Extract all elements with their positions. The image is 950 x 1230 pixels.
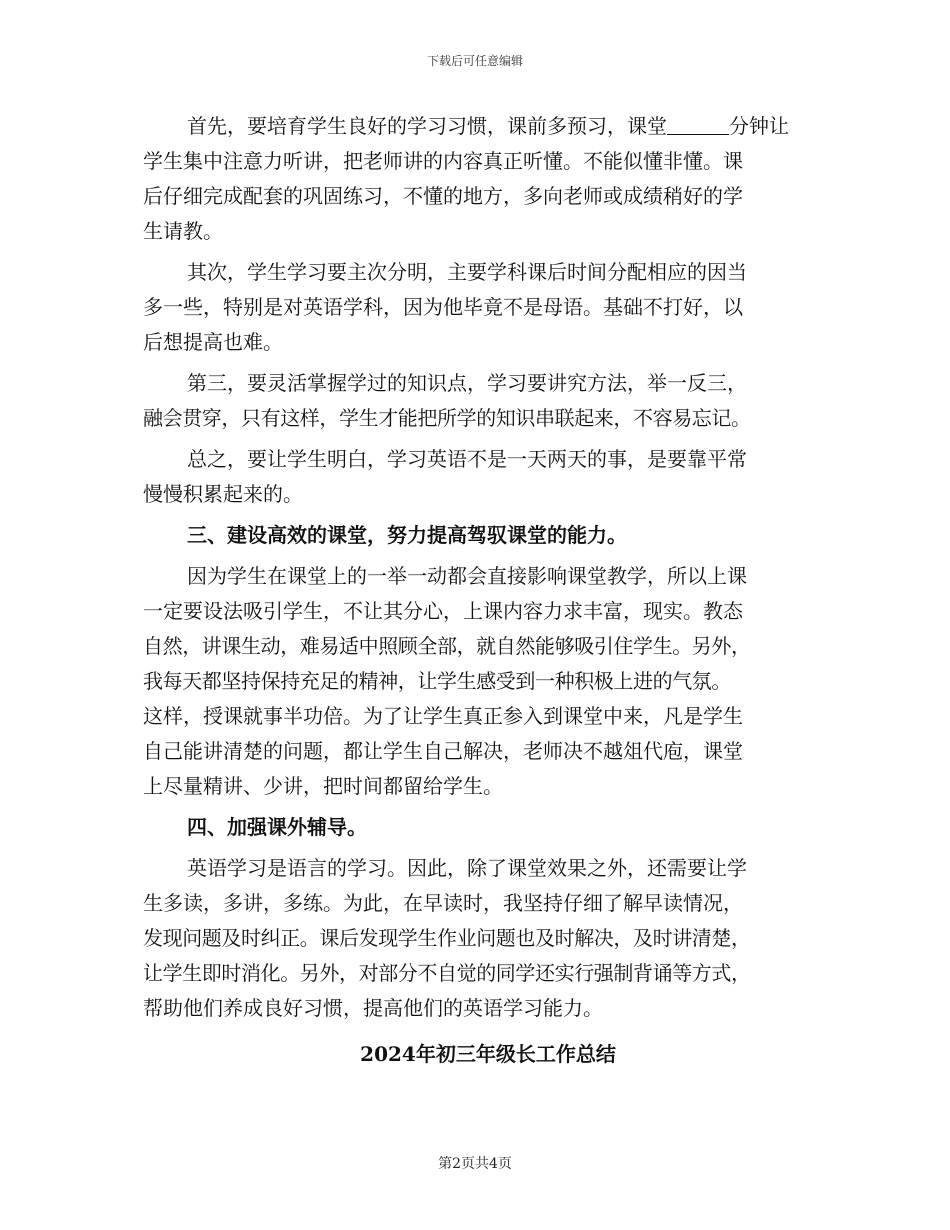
paragraph-line: 让学生即时消化。另外，对部分不自觉的同学还实行强制背诵等方式， xyxy=(143,961,751,985)
paragraph-line: 其次，学生学习要主次分明，主要学科课后时间分配相应的因当 xyxy=(187,260,747,284)
section-heading: 四、加强课外辅导。 xyxy=(187,815,367,839)
paragraph-line: 多一些，特别是对英语学科，因为他毕竟不是母语。基础不打好，以 xyxy=(143,295,743,319)
document-title: 2024年初三年级长工作总结 xyxy=(360,1042,616,1066)
paragraph-line: 自然，讲课生动，难易适中照顾全部，就自然能够吸引住学生。另外， xyxy=(143,634,751,658)
paragraph xyxy=(143,255,807,360)
paragraph-line: 生请教。 xyxy=(143,219,223,243)
paragraph-line: 融会贯穿，只有这样，学生才能把所学的知识串联起来，不容易忘记。 xyxy=(143,406,751,430)
paragraph-line: 一定要设法吸引学生，不让其分心，上课内容力求丰富，现实。教态 xyxy=(143,599,743,623)
paragraph-line: 帮助他们养成良好习惯，提高他们的英语学习能力。 xyxy=(143,996,603,1020)
paragraph-line: 第三，要灵活掌握学过的知识点，学习要讲究方法，举一反三， xyxy=(187,371,747,395)
fill-in-blank xyxy=(667,114,729,135)
page-header: 下载后可任意编辑 xyxy=(426,54,523,68)
paragraph-line: 后想提高也难。 xyxy=(143,330,283,354)
paragraph-line: 后仔细完成配套的巩固练习，不懂的地方，多向老师或成绩稍好的学 xyxy=(143,184,743,208)
paragraph-line: 慢慢积累起来的。 xyxy=(143,482,303,506)
paragraph-line: 自己能讲清楚的问题，都让学生自己解决，老师决不越俎代庖，课堂 xyxy=(143,739,743,763)
line-text: 首先，要培育学生良好的学习习惯，课前多预习，课堂 xyxy=(187,114,667,138)
document-body xyxy=(143,109,807,1026)
paragraph-line: 学生集中注意力听讲，把老师讲的内容真正听懂。不能似懂非懂。课 xyxy=(143,149,743,173)
line-text: 分钟让 xyxy=(729,114,789,138)
paragraph-line: 总之，要让学生明白，学习英语不是一天两天的事，是要靠平常 xyxy=(187,447,747,471)
paragraph-line xyxy=(143,109,807,144)
paragraph-line: 这样，授课就事半功倍。为了让学生真正参入到课堂中来，凡是学生 xyxy=(143,704,743,728)
paragraph xyxy=(143,366,807,436)
paragraph xyxy=(143,559,807,804)
paragraph-line: 因为学生在课堂上的一举一动都会直接影响课堂教学，所以上课 xyxy=(187,564,747,588)
paragraph xyxy=(143,109,807,249)
paragraph-line: 生多读，多讲，多练。为此，在早读时，我坚持仔细了解早读情况， xyxy=(143,891,743,915)
paragraph-line: 英语学习是语言的学习。因此，除了课堂效果之外，还需要让学 xyxy=(187,856,747,880)
paragraph-line: 发现问题及时纠正。课后发现学生作业问题也及时解决，及时讲清楚， xyxy=(143,926,751,950)
paragraph-line: 我每天都坚持保持充足的精神，让学生感受到一种积极上进的气氛。 xyxy=(143,669,731,693)
paragraph xyxy=(143,851,807,1026)
page-footer: 第2页共4页 xyxy=(438,1156,512,1172)
paragraph xyxy=(143,442,807,512)
paragraph-line: 上尽量精讲、少讲，把时间都留给学生。 xyxy=(143,774,503,798)
section-heading: 三、建设高效的课堂，努力提高驾驭课堂的能力。 xyxy=(187,523,627,547)
